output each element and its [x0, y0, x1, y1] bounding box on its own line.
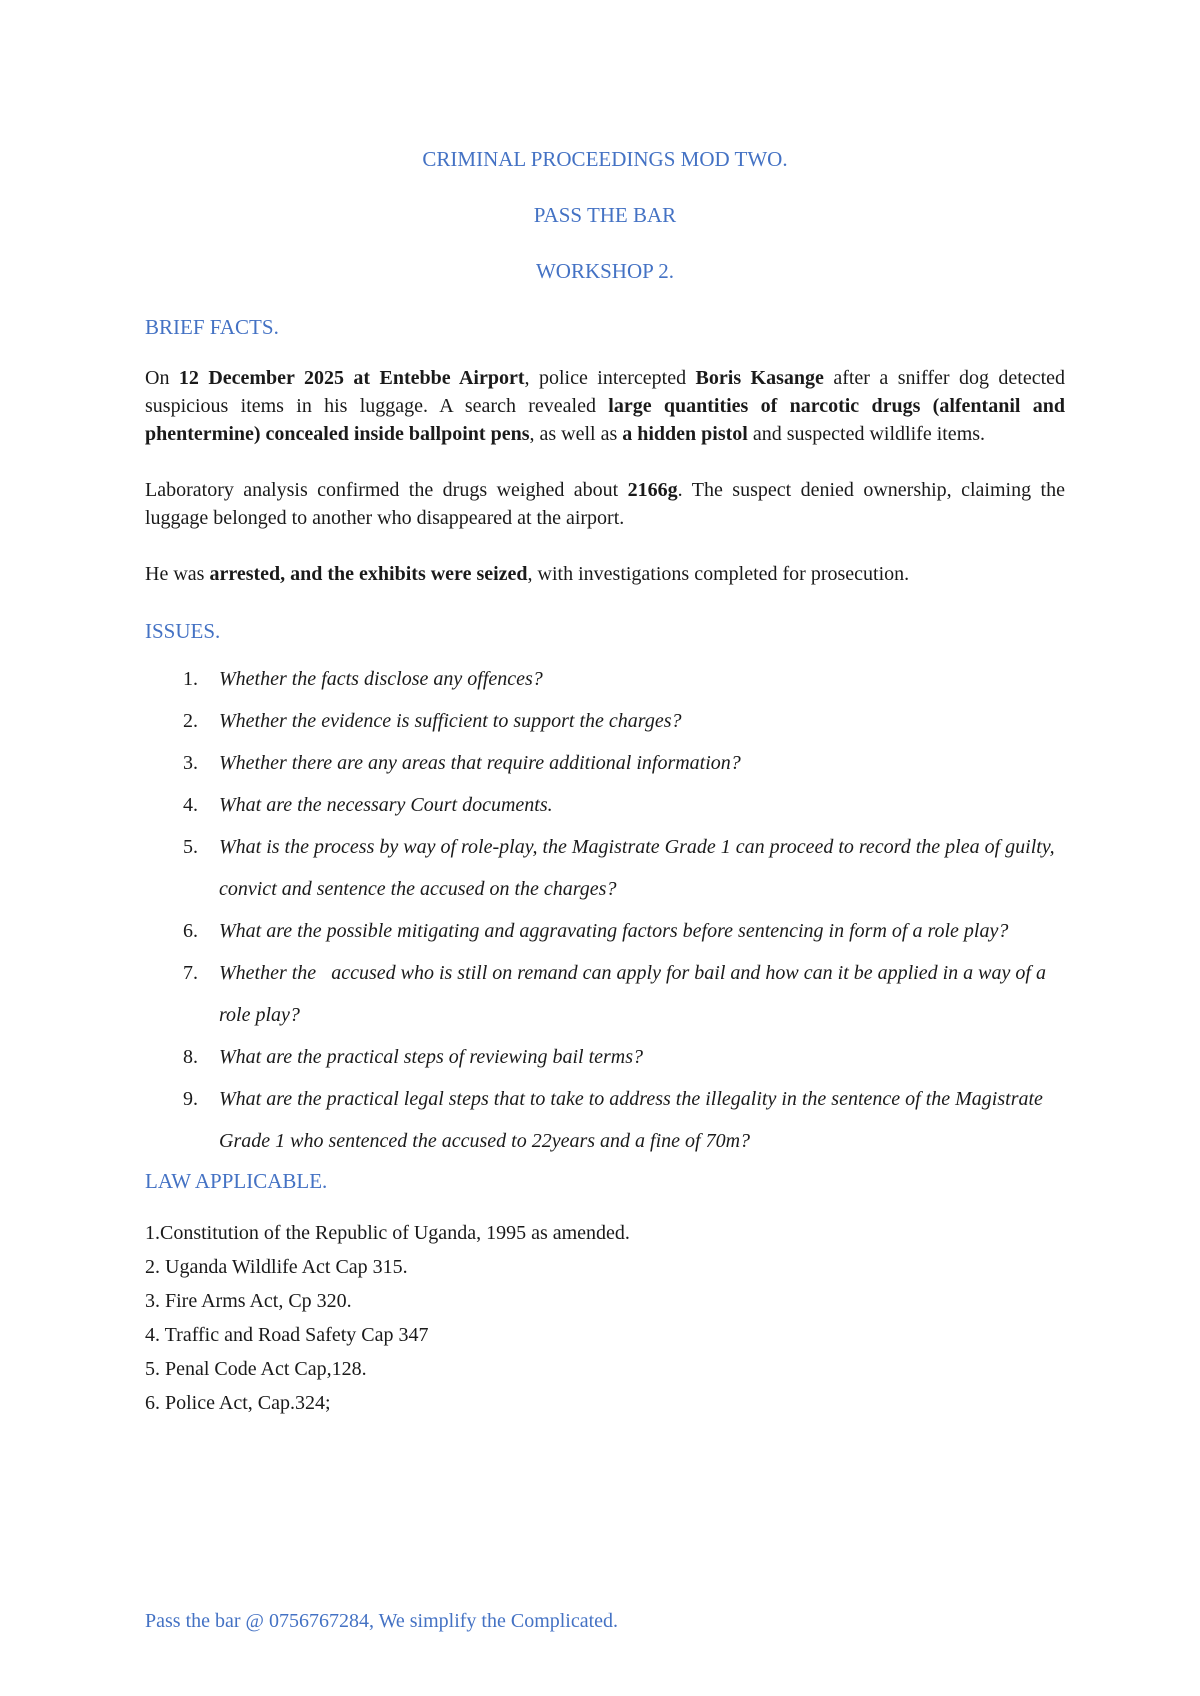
document-subtitle: PASS THE BAR [533, 203, 677, 227]
text-run: He was [145, 563, 210, 585]
issue-text: What are the necessary Court documents. [219, 794, 553, 816]
text-run: , with investigations completed for prosecution. [527, 563, 910, 585]
text-run: and suspected wildlife items. [747, 423, 986, 445]
issues-heading: ISSUES. [145, 619, 221, 643]
list-number: 4. [183, 794, 198, 816]
list-number: 8. [183, 1046, 198, 1068]
list-item [145, 952, 1065, 1036]
bold-run: large quantities of narcotic drugs (alfentanil and phentermine) concealed inside ballpoint pens [145, 395, 1065, 445]
law-applicable-heading: LAW APPLICABLE. [145, 1169, 328, 1193]
list-item [145, 910, 1065, 952]
issue-text: What are the practical steps of reviewing bail terms? [219, 1046, 644, 1068]
list-item [145, 742, 1065, 784]
list-item: 4. Traffic and Road Safety Cap 347 [145, 1324, 429, 1346]
brief-facts-heading: BRIEF FACTS. [145, 315, 279, 339]
issue-text: Whether the accused who is still on remand can apply for bail and how can it be applied in a way of a role play? [219, 962, 1051, 1026]
workshop-label: WORKSHOP 2. [535, 259, 675, 283]
issue-text: What is the process by way of role-play, the Magistrate Grade 1 can proceed to record the plea of guilty, convict and sentence the accused on the charges? [219, 836, 1055, 900]
list-item: 3. Fire Arms Act, Cp 320. [145, 1290, 352, 1312]
bold-run: 12 December 2025 at Entebbe Airport [178, 367, 525, 389]
list-item: 6. Police Act, Cap.324; [145, 1392, 331, 1414]
issue-text: What are the possible mitigating and aggravating factors before sentencing in form of a role play? [219, 920, 1009, 942]
text-run: . The suspect denied ownership, claiming the luggage belonged to another who disappeared at the airport. [145, 479, 1065, 529]
list-number: 3. [183, 752, 198, 774]
text-run: , police intercepted [524, 367, 696, 389]
document-title: CRIMINAL PROCEEDINGS MOD TWO. [422, 147, 788, 171]
list-number: 7. [183, 962, 198, 984]
list-item: 2. Uganda Wildlife Act Cap 315. [145, 1256, 408, 1278]
list-item [145, 826, 1065, 910]
list-item: 5. Penal Code Act Cap,128. [145, 1358, 367, 1380]
bold-run: a hidden pistol [622, 423, 748, 445]
facts-paragraph-3 [145, 560, 1065, 588]
list-item [145, 784, 1065, 826]
list-item: 1.Constitution of the Republic of Uganda, 1995 as amended. [145, 1222, 630, 1244]
text-run: after a sniffer dog detected suspicious items in his luggage. A search revealed [145, 367, 1066, 417]
bold-run: Boris Kasange [695, 367, 824, 389]
bold-run: arrested, and the exhibits were seized [209, 563, 528, 585]
text-run: , as well as [529, 423, 623, 445]
document-page [145, 140, 1065, 1420]
list-number: 9. [183, 1088, 198, 1110]
list-number: 1. [183, 668, 198, 690]
issues-list [145, 658, 1065, 1162]
issue-text: Whether there are any areas that require additional information? [219, 752, 741, 774]
facts-paragraph-1 [145, 364, 1065, 448]
text-run: On [145, 367, 179, 389]
list-item [145, 1078, 1065, 1162]
law-list [145, 1216, 1065, 1420]
list-number: 5. [183, 836, 198, 858]
list-item [145, 700, 1065, 742]
issue-text: What are the practical legal steps that to take to address the illegality in the sentence of the Magistrate Grade 1 who sentenced the accused to 22years and a fine of 70m? [219, 1088, 1043, 1152]
list-number: 6. [183, 920, 198, 942]
issue-text: Whether the facts disclose any offences? [219, 668, 543, 690]
page-footer: Pass the bar @ 0756767284, We simplify the Complicated. [145, 1610, 619, 1632]
bold-run: 2166g [627, 479, 678, 501]
issue-text: Whether the evidence is sufficient to support the charges? [219, 710, 682, 732]
facts-paragraph-2 [145, 476, 1065, 532]
text-run: Laboratory analysis confirmed the drugs weighed about [145, 479, 628, 501]
list-item [145, 658, 1065, 700]
list-number: 2. [183, 710, 198, 732]
list-item [145, 1036, 1065, 1078]
